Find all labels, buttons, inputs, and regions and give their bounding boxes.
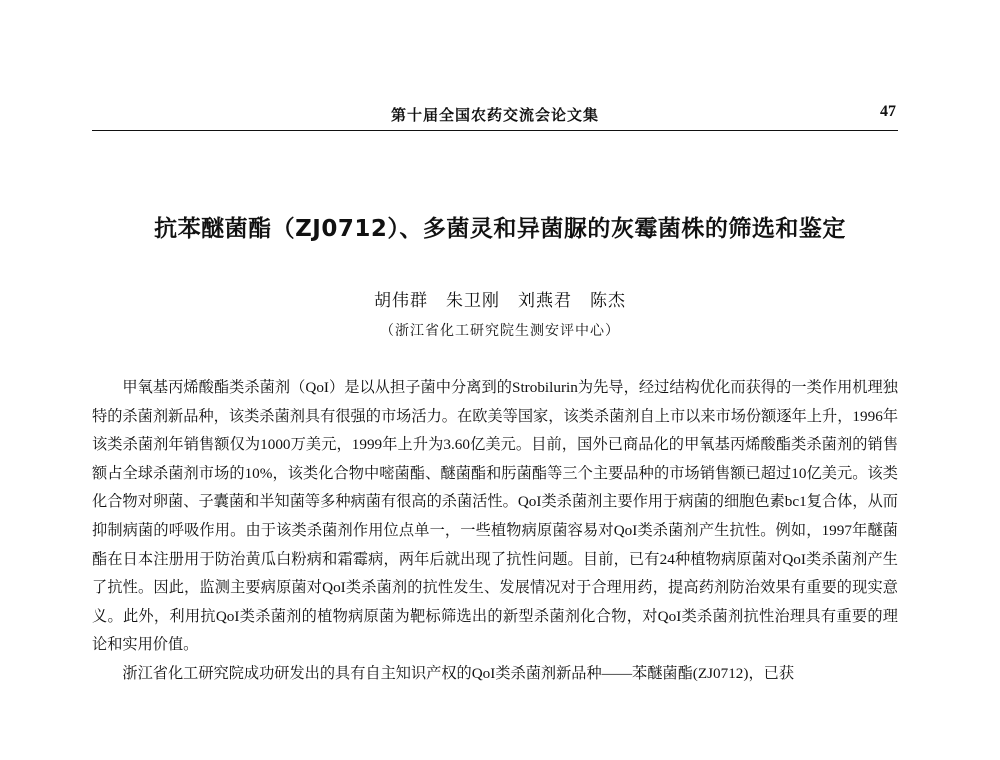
paper-title: 抗苯醚菌酯（ZJ0712）、多菌灵和异菌脲的灰霉菌株的筛选和鉴定 (154, 216, 846, 242)
affiliation: （浙江省化工研究院生测安评中心） (380, 323, 620, 339)
page-number: 47 (880, 103, 896, 120)
paragraph-continuation: 浙江省化工研究院成功研发出的具有自主知识产权的QoI类杀菌剂新品种——苯醚菌酯(ZJ0712)，已获 (122, 664, 794, 682)
author-list: 胡伟群 朱卫刚 刘燕君 陈杰 (374, 291, 626, 311)
body-text (92, 374, 898, 689)
paragraph-intro: 甲氧基丙烯酸酯类杀菌剂（QoI）是以从担子菌中分离到的Strobilurin为先导，经过结构优化而获得的一类作用机理独特的杀菌剂新品种，该类杀菌剂具有很强的市场活力。在欧美等国家，该类杀菌剂自上市以来市场份额逐年上升，1996年该类杀菌剂年销售额仅为1000万美元，1999年上升为3.60亿美元。目前，国外已商品化的甲氧基丙烯酸酯类杀菌剂的销售额占全球杀菌剂市场的10%，该类化合物中嘧菌酯、醚菌酯和肟菌酯等三个主要品种的市场销售额已超过10亿美元。该类化合物对卵菌、子囊菌和半知菌等多种病菌有很高的杀菌活性。QoI类杀菌剂主要作用于病菌的细胞色素bc1复合体，从而抑制病菌的呼吸作用。由于该类杀菌剂作用位点单一，一些植物病原菌容易对QoI类杀菌剂产生抗性。例如，1997年醚菌酯在日本注册用于防治黄瓜白粉病和霜霉病，两年后就出现了抗性问题。目前，已有24种植物病原菌对QoI类杀菌剂产生了抗性。因此，监测主要病原菌对QoI类杀菌剂的抗性发生、发展情况对于合理用药，提高药剂防治效果有重要的现实意义。此外，利用抗QoI类杀菌剂的植物病原菌为靶标筛选出的新型杀菌剂化合物，对QoI类杀菌剂抗性治理具有重要的理论和实用价值。 (92, 379, 898, 654)
running-header (92, 100, 898, 131)
running-title: 第十届全国农药交流会论文集 (390, 106, 599, 124)
